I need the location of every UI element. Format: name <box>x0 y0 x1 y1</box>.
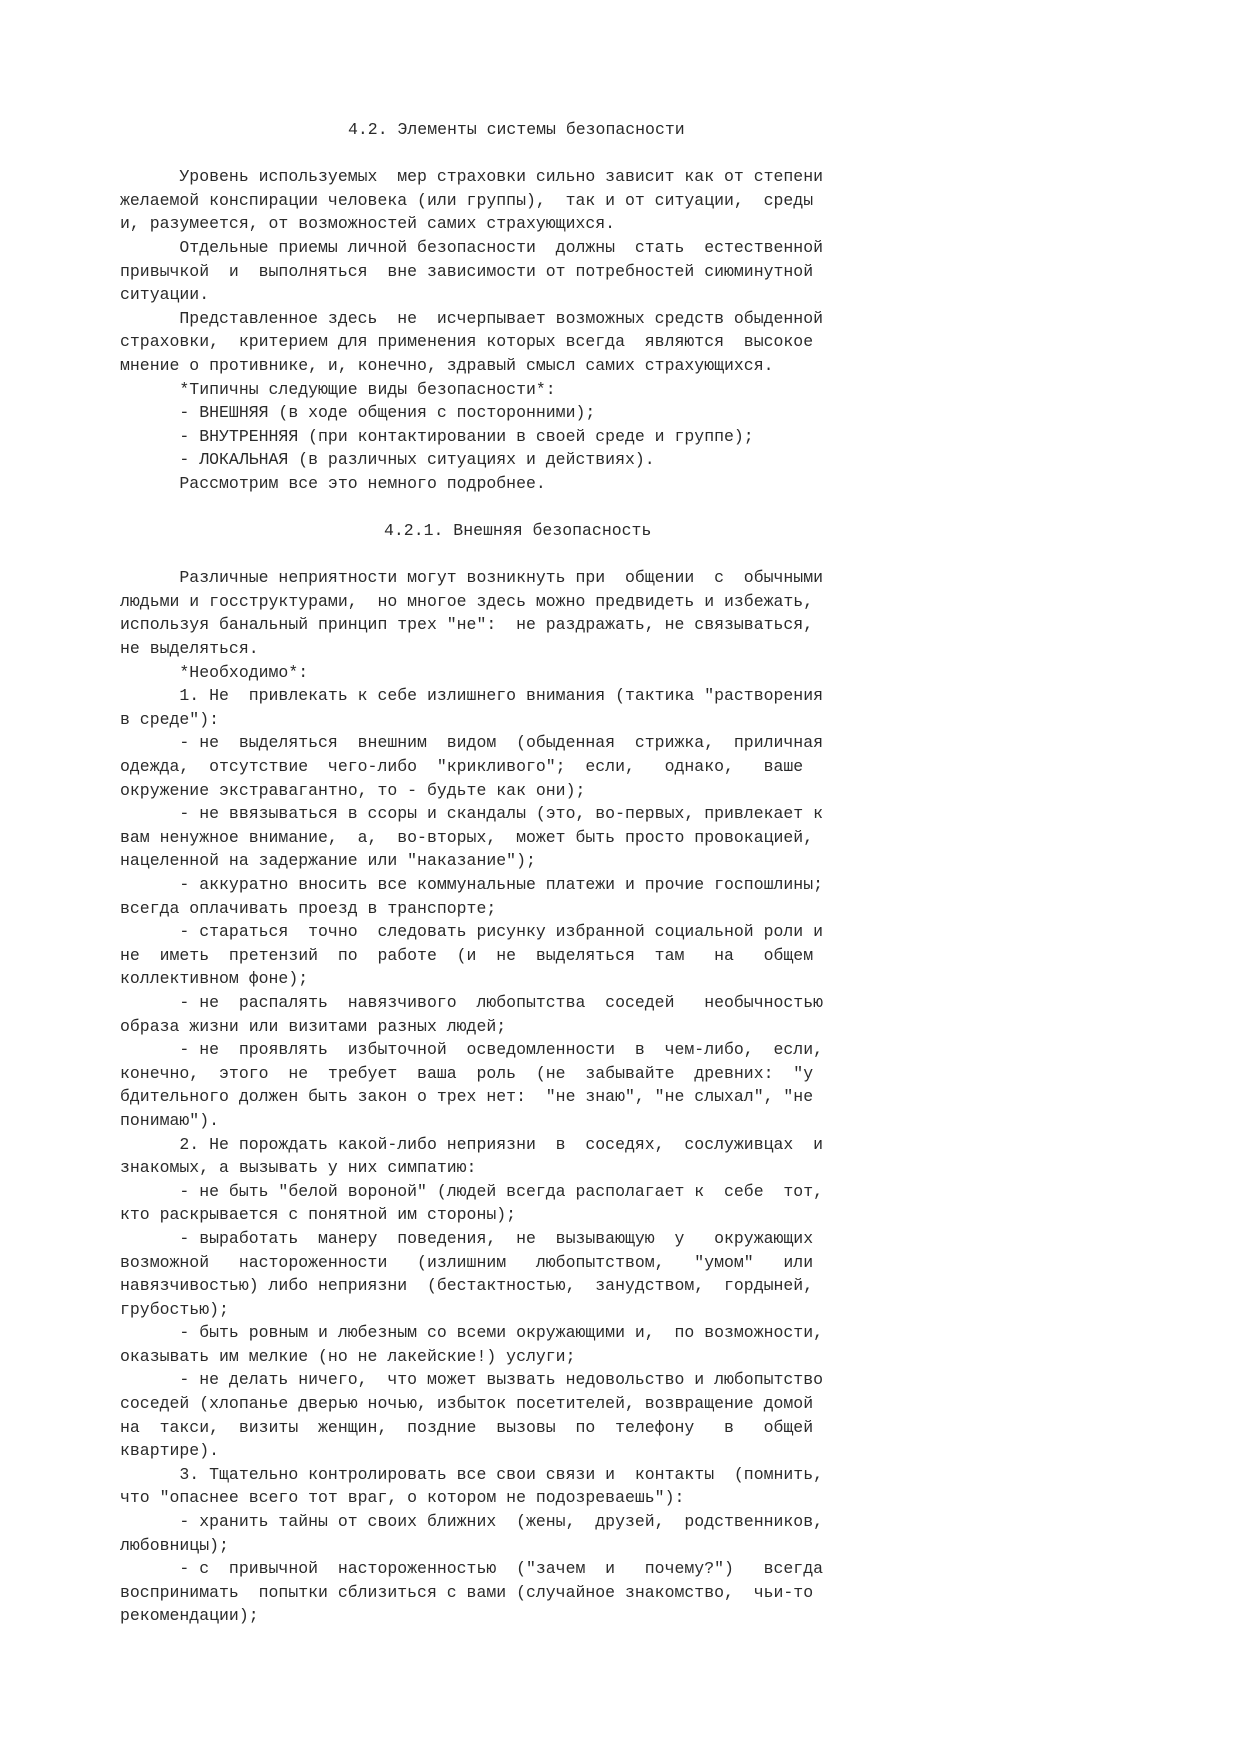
spacer <box>120 142 996 166</box>
text-line: Различные неприятности могут возникнуть при общении с обычными <box>120 568 824 588</box>
subsection-body <box>120 566 996 1628</box>
text-line: ситуации. <box>120 285 210 305</box>
text-line: конечно, этого не требует ваша роль (не забывайте древних: "у <box>120 1063 814 1083</box>
text-line: - не проявлять избыточной осведомленности в чем-либо, если, <box>120 1040 824 1060</box>
text-line: бдительного должен быть закон о трех нет: "не знаю", "не слыхал", "не <box>120 1087 814 1107</box>
text-line: - не ввязываться в ссоры и скандалы (это, во-первых, привлекает к <box>120 804 824 824</box>
text-line: одежда, отсутствие чего-либо "крикливого"; если, однако, ваше <box>120 757 804 777</box>
text-line: рекомендации); <box>120 1606 259 1626</box>
text-line: привычкой и выполняться вне зависимости от потребностей сиюминутной <box>120 261 814 281</box>
spacer <box>120 543 996 567</box>
text-line: соседей (хлопанье дверью ночью, избыток посетителей, возвращение домой <box>120 1394 814 1414</box>
text-line: коллективном фоне); <box>120 969 309 989</box>
text-line: воспринимать попытки сблизиться с вами (случайное знакомство, чьи-то <box>120 1582 814 1602</box>
text-line: навязчивостью) либо неприязни (бестактностью, занудством, гордыней, <box>120 1276 814 1296</box>
section-body <box>120 165 996 495</box>
text-line: Рассмотрим все это немного подробнее. <box>120 473 546 493</box>
text-line: мнение о противнике, и, конечно, здравый смысл самих страхующихся. <box>120 355 774 375</box>
text-line: *Типичны следующие виды безопасности*: <box>120 379 556 399</box>
text-line: образа жизни или визитами разных людей; <box>120 1016 507 1036</box>
text-line: что "опаснее всего тот враг, о котором не подозреваешь"): <box>120 1488 685 1508</box>
text-line: на такси, визиты женщин, поздние вызовы по телефону в общей <box>120 1417 814 1437</box>
text-line: - стараться точно следовать рисунку избранной социальной роли и <box>120 922 824 942</box>
text-line: - ВНУТРЕННЯЯ (при контактировании в своей среде и группе); <box>120 426 754 446</box>
text-line: Уровень используемых мер страховки сильно зависит как от степени <box>120 167 824 187</box>
text-line: используя банальный принцип трех "не": не раздражать, не связываться, <box>120 615 814 635</box>
text-line: 2. Не порождать какой-либо неприязни в соседях, сослуживцах и <box>120 1134 824 1154</box>
text-line: - не делать ничего, что может вызвать недовольство и любопытство <box>120 1370 824 1390</box>
text-line: знакомых, а вызывать у них симпатию: <box>120 1158 477 1178</box>
text-line: - ВНЕШНЯЯ (в ходе общения с посторонними); <box>120 403 596 423</box>
text-line: - не распалять навязчивого любопытства соседей необычностью <box>120 992 824 1012</box>
document-page <box>120 118 996 1628</box>
text-line: не выделяться. <box>120 639 259 659</box>
text-line: окружение экстравагантно, то - будьте как они); <box>120 780 586 800</box>
text-line: Представленное здесь не исчерпывает возможных средств обыденной <box>120 308 824 328</box>
text-line: *Необходимо*: <box>120 662 309 682</box>
text-line: возможной настороженности (излишним любопытством, "умом" или <box>120 1252 814 1272</box>
spacer <box>120 496 996 520</box>
text-line: не иметь претензий по работе (и не выделяться там на общем <box>120 945 814 965</box>
text-line: людьми и госструктурами, но многое здесь можно предвидеть и избежать, <box>120 591 814 611</box>
text-line: - хранить тайны от своих ближних (жены, друзей, родственников, <box>120 1512 824 1532</box>
text-line: 3. Тщательно контролировать все свои связи и контакты (помнить, <box>120 1464 824 1484</box>
subsection-title: 4.2.1. Внешняя безопасность <box>384 521 652 541</box>
text-line: страховки, критерием для применения которых всегда являются высокое <box>120 332 814 352</box>
text-line: вам ненужное внимание, а, во-вторых, может быть просто провокацией, <box>120 827 814 847</box>
text-line: - не выделяться внешним видом (обыденная стрижка, приличная <box>120 733 824 753</box>
text-line: Отдельные приемы личной безопасности должны стать естественной <box>120 237 824 257</box>
section-title: 4.2. Элементы системы безопасности <box>348 120 685 139</box>
text-line: желаемой конспирации человека (или группы), так и от ситуации, среды <box>120 190 814 210</box>
text-line: - аккуратно вносить все коммунальные платежи и прочие госпошлины; <box>120 875 824 894</box>
text-line: всегда оплачивать проезд в транспорте; <box>120 898 497 918</box>
text-line: кто раскрывается с понятной им стороны); <box>120 1205 517 1225</box>
text-line: оказывать им мелкие (но не лакейские!) услуги; <box>120 1346 576 1366</box>
text-line: - не быть "белой вороной" (людей всегда располагает к себе тот, <box>120 1181 824 1201</box>
text-line: любовницы); <box>120 1535 229 1555</box>
text-line: нацеленной на задержание или "наказание"); <box>120 851 536 871</box>
text-line: и, разумеется, от возможностей самих страхующихся. <box>120 214 616 234</box>
text-line: грубостью); <box>120 1299 229 1319</box>
text-line: 1. Не привлекать к себе излишнего внимания (тактика "растворения <box>120 686 824 706</box>
text-line: - быть ровным и любезным со всеми окружающими и, по возможности, <box>120 1323 824 1343</box>
text-line: - ЛОКАЛЬНАЯ (в различных ситуациях и действиях). <box>120 450 655 470</box>
text-line: - выработать манеру поведения, не вызывающую у окружающих <box>120 1228 814 1248</box>
text-line: понимаю"). <box>120 1110 220 1130</box>
text-line: в среде"): <box>120 709 220 729</box>
text-line: - с привычной настороженностью ("зачем и почему?") всегда <box>120 1559 824 1579</box>
text-line: квартире). <box>120 1441 220 1461</box>
